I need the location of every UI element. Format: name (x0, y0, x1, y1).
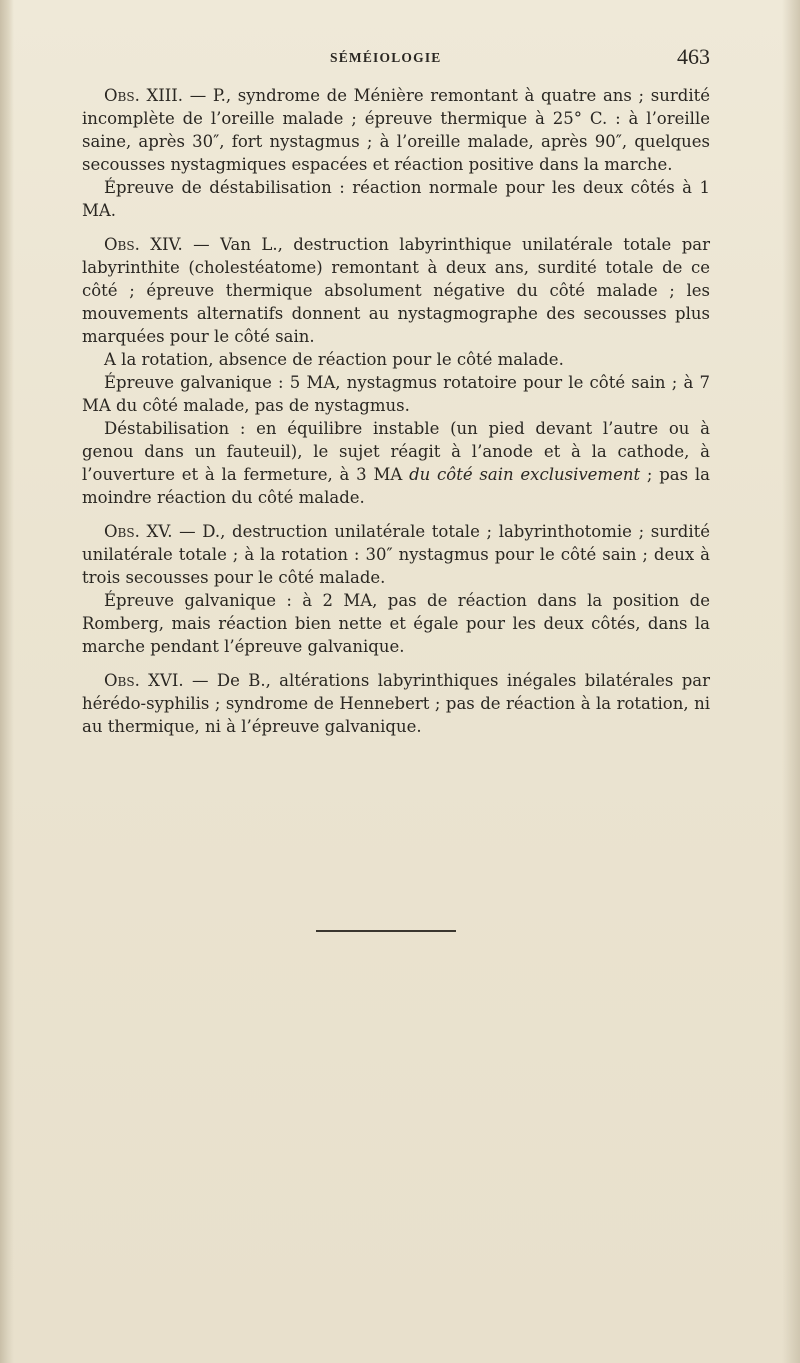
observation-text: — P., syndrome de Ménière remontant à quatre ans ; surdité incomplète de l’oreille malade ; épreuve thermique à 25° C. : à l’oreille saine, après 30″, fort nystagmus ; à l’oreille malade, après 90″, quelques secousses nystagmiques espacées et réaction positive dans la marche. (82, 86, 710, 174)
observation-label: Obs. XIII. (104, 86, 184, 105)
page-edge-shadow-left (0, 0, 14, 1363)
observation-text: — D., destruction unilatérale totale ; labyrinthotomie ; surdité unilatérale totale ; à la rotation : 30″ nystagmus pour le côté sain ; deux à trois secousses pour le côté malade. (82, 522, 710, 587)
observation-14-destabilisation (82, 417, 710, 509)
observation-15-galvanic: Épreuve galvanique : à 2 MA, pas de réaction dans la position de Romberg, mais réaction bien nette et égale pour les deux côtés, dans la marche pendant l’épreuve galvanique. (82, 591, 710, 656)
observation-text: — Van L., destruction labyrinthique unilatérale totale par labyrinthite (cholestéatome) remontant à deux ans, surdité totale de ce côté ; épreuve thermique absolument négative du côté malade ; les mouvements alternatifs donnent au nystagmographe des secousses plus marquées pour le côté sain. (82, 235, 710, 346)
observation-13 (82, 84, 710, 176)
destab-text: Déstabilisation : en équilibre instable (un pied devant l’autre ou à genou dans un fauteuil), le sujet réagit à l’anode et à la cathode, à l’ouverture et à la fermeture, à 3 MA (82, 419, 710, 484)
observation-label: Obs. XVI. (104, 671, 184, 690)
page-header (80, 44, 710, 74)
destab-text-end: ; pas la moindre réaction du côté malade. (82, 465, 711, 507)
observation-16 (82, 669, 710, 738)
page-edge-shadow-right (782, 0, 800, 1363)
observation-label: Obs. XIV. (104, 235, 183, 254)
observation-14-galvanic: Épreuve galvanique : 5 MA, nystagmus rotatoire pour le côté sain ; à 7 MA du côté malade, pas de nystagmus. (82, 373, 710, 415)
observation-text: — De B., altérations labyrinthiques inégales bilatérales par hérédo-syphilis ; syndrome de Hennebert ; pas de réaction à la rotation, ni au thermique, ni à l’épreuve galvanique. (82, 671, 710, 736)
observation-13-destabilisation: Épreuve de déstabilisation : réaction normale pour les deux côtés à 1 MA. (82, 178, 710, 220)
observation-15 (82, 520, 710, 589)
observation-14-rotation: A la rotation, absence de réaction pour le côté malade. (104, 350, 564, 369)
end-rule (316, 930, 456, 932)
page-body (82, 84, 710, 738)
observation-label: Obs. XV. (104, 522, 173, 541)
page-number: 463 (677, 44, 710, 69)
running-head: SÉMÉIOLOGIE (330, 50, 442, 65)
observation-14 (82, 233, 710, 348)
destab-emphasis: du côté sain exclusivement (409, 465, 641, 484)
